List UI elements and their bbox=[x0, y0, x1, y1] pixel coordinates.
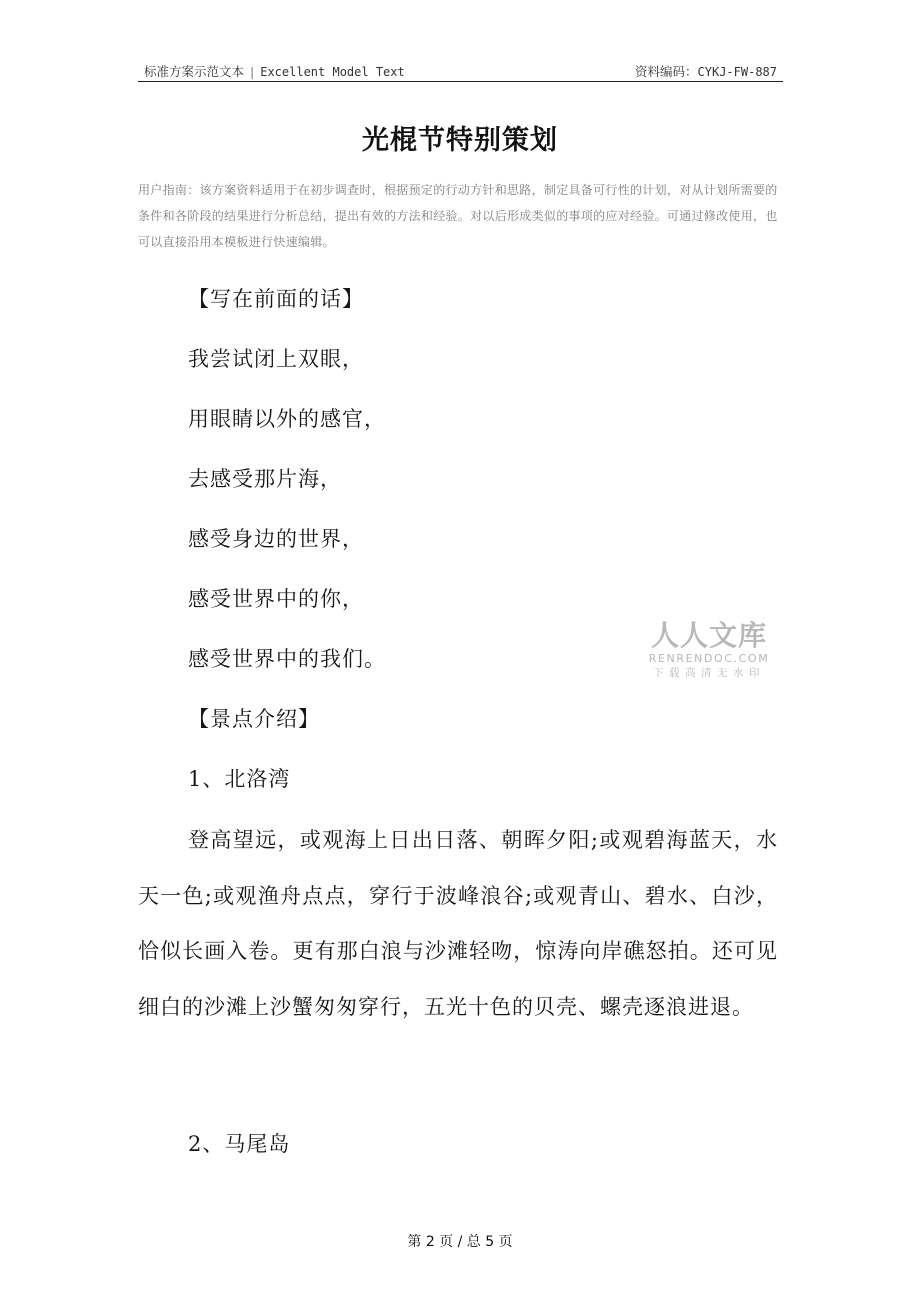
watermark-tagline: 下载高清无水印 bbox=[653, 667, 765, 679]
user-guide-text: 用户指南：该方案资料适用于在初步调查时，根据预定的行动方针和思路，制定具备可行性的计划，对从计划所需要的条件和各阶段的结果进行分析总结，提出有效的方法和经验。对以后形成类似的事项的应对经验。可通过修改使用，也可以直接沿用本模板进行快速编辑。 bbox=[138, 183, 778, 249]
page-header bbox=[138, 62, 783, 80]
header-doc-type-en: Excellent Model Text bbox=[260, 65, 405, 79]
spot-heading: 1、北洛湾 bbox=[188, 767, 291, 791]
poem-line: 感受世界中的你， bbox=[188, 587, 364, 611]
header-separator: | bbox=[250, 64, 255, 79]
watermark bbox=[646, 620, 772, 680]
watermark-brand: 人人文库 bbox=[650, 619, 767, 652]
poem-line: 我尝试闭上双眼， bbox=[188, 347, 364, 371]
poem-line: 感受身边的世界， bbox=[188, 527, 364, 551]
section-heading-preface: 【写在前面的话】 bbox=[188, 287, 364, 311]
header-divider bbox=[138, 81, 783, 82]
header-code-label: 资料编码： bbox=[635, 64, 698, 79]
section-heading-spots: 【景点介绍】 bbox=[188, 707, 320, 731]
spot-description: 登高望远，或观海上日出日落、朝晖夕阳;或观碧海蓝天，水天一色;或观渔舟点点，穿行于波峰浪谷;或观青山、碧水、白沙，恰似长画入卷。更有那白浪与沙滩轻吻，惊涛向岸礁怒拍。还可见细白的沙滩上沙蟹匆匆穿行，五光十色的贝壳、螺壳逐浪进退。 bbox=[138, 828, 778, 1019]
watermark-url: RENRENDOC.COM bbox=[648, 652, 770, 665]
poem-line: 用眼睛以外的感官， bbox=[188, 407, 386, 431]
header-code: CYKJ-FW-887 bbox=[697, 65, 777, 79]
header-left bbox=[144, 62, 405, 80]
header-doc-type: 标准方案示范文本 bbox=[144, 64, 245, 79]
document-title: 光棍节特别策划 bbox=[362, 125, 558, 156]
poem-line: 去感受那片海， bbox=[188, 467, 342, 491]
page-number: 第 2 页 / 总 5 页 bbox=[407, 1234, 513, 1250]
header-right bbox=[635, 62, 777, 80]
spot-heading: 2、马尾岛 bbox=[188, 1132, 291, 1156]
poem-line: 感受世界中的我们。 bbox=[188, 647, 386, 671]
